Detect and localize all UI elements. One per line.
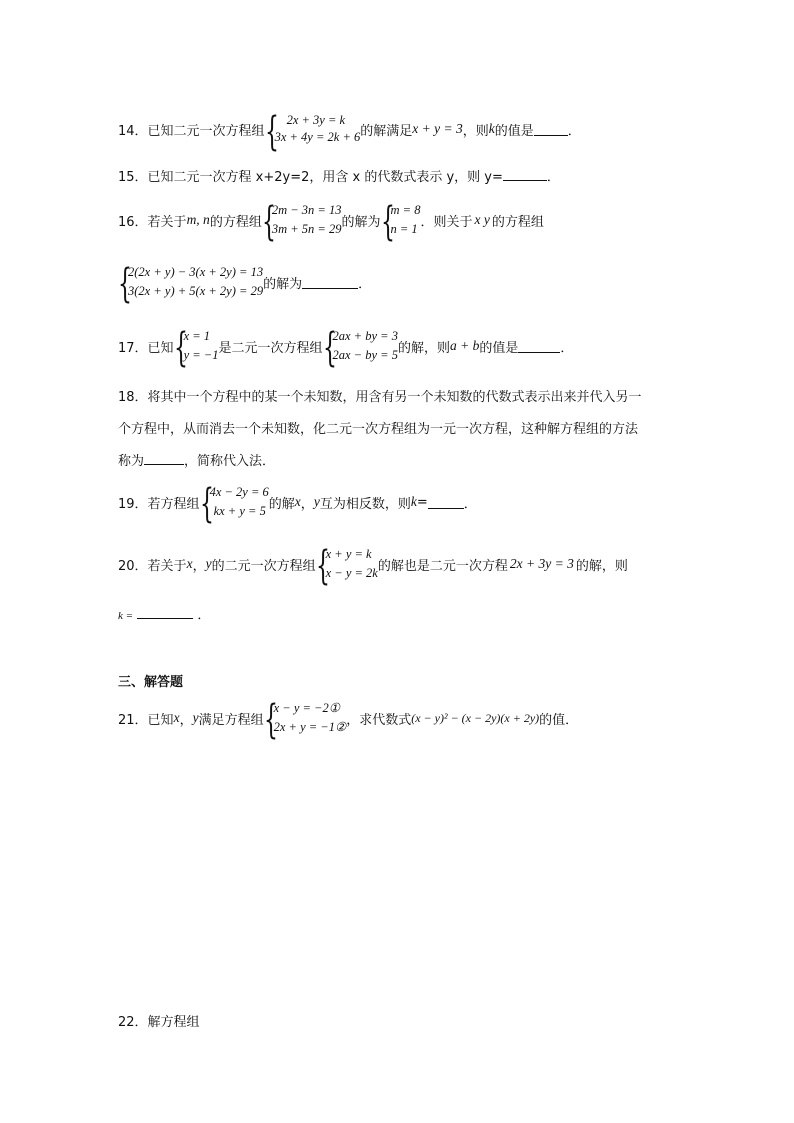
- q21-text-1: 已知: [147, 712, 174, 728]
- q19-text-5: =: [416, 494, 428, 510]
- q14-condition: x + y = 3: [412, 121, 463, 136]
- q21-text-3: 满足方程组: [198, 712, 264, 728]
- question-16: [118, 199, 544, 245]
- q14-eq1: 2x + 3y = k: [286, 113, 346, 127]
- q18-line-3b: ，简称代入法．: [184, 454, 276, 469]
- q21-var-y: y: [192, 710, 199, 725]
- q20-k: k =: [118, 610, 134, 622]
- q19-eq2: kx + y = 5: [213, 504, 266, 518]
- q14-equation-system: [264, 109, 361, 155]
- q19-var-k: k: [410, 494, 417, 509]
- q17-sol2: y = −1: [183, 348, 219, 362]
- q17-system: [322, 325, 398, 371]
- q16-system-2: [118, 261, 264, 307]
- q16-vars: m, n: [186, 212, 210, 227]
- q18-answer-blank[interactable]: [144, 452, 184, 465]
- q16-brace-3: {: [118, 261, 132, 307]
- q20-var-y: y: [205, 556, 212, 571]
- q16-text-5: 的方程组: [491, 214, 544, 230]
- q21-eq1: x − y = −2: [273, 701, 329, 715]
- q16-sol2: n = 1: [390, 222, 418, 236]
- q17-brace-2: {: [322, 325, 337, 371]
- q17-solution: [173, 325, 219, 371]
- q16-sol1: m = 8: [390, 203, 421, 217]
- q19-var-x: x: [294, 494, 301, 509]
- q19-brace: {: [199, 481, 214, 527]
- question-20: [118, 543, 628, 589]
- q19-text-3: ，: [300, 496, 314, 512]
- q16-number: 16．: [118, 214, 148, 230]
- q17-sol1: x = 1: [183, 329, 211, 343]
- q16-brace-2: {: [380, 199, 395, 245]
- q17-text-3: 的解，则: [397, 340, 450, 356]
- q16-eq1: 2m − 3n = 13: [271, 203, 342, 217]
- q16-text-1: 若关于: [147, 214, 187, 230]
- question-14: [118, 109, 581, 155]
- q19-answer-blank[interactable]: [428, 496, 464, 509]
- q21-var-x: x: [173, 710, 180, 725]
- q17-number: 17．: [118, 340, 148, 356]
- q20-eq2: x − y = 2k: [325, 566, 378, 580]
- question-18: [118, 382, 642, 478]
- question-15: [118, 166, 560, 185]
- q16-solution: [380, 199, 421, 245]
- q21-number: 21．: [118, 712, 148, 728]
- q16-end: ．: [358, 276, 372, 292]
- q21-text-4: ，求代数式: [346, 712, 412, 728]
- q21-brace: {: [263, 697, 278, 743]
- q19-text-1: 若方程组: [147, 496, 200, 512]
- question-17: [118, 325, 574, 371]
- q21-circle-1: ①: [328, 701, 340, 715]
- q16-brace-1: {: [261, 199, 276, 245]
- q19-number: 19．: [118, 496, 148, 512]
- q20-text-3: 的二元一次方程组: [211, 558, 316, 574]
- q17-expr: a + b: [449, 338, 480, 353]
- q17-eq1: 2ax + by = 3: [332, 329, 398, 343]
- q17-brace-1: {: [173, 325, 188, 371]
- q20-eq1: x + y = k: [325, 547, 372, 561]
- q14-var: k: [488, 121, 495, 136]
- q16-eq2: 3m + 5n = 29: [271, 222, 342, 236]
- q14-text-1: 已知二元一次方程组: [147, 123, 265, 139]
- q17-text-1: 已知: [147, 340, 174, 356]
- q15-text: 15．已知二元一次方程 x+2y=2，用含 x 的代数式表示 y，则 y=: [118, 170, 503, 185]
- q20-system: [315, 543, 378, 589]
- q16-eq3: 2(2x + y) − 3(x + 2y) = 13: [128, 265, 264, 279]
- q20-end: ．: [197, 608, 211, 623]
- q19-system: [199, 481, 269, 527]
- q16-text-2: 的方程组: [209, 214, 262, 230]
- q18-line-3: [118, 446, 642, 478]
- q20-text-5: 的解，则: [575, 558, 628, 574]
- q14-brace: {: [264, 109, 279, 155]
- q17-answer-blank[interactable]: [518, 340, 560, 353]
- q16-text-4: ．则关于: [420, 214, 473, 230]
- q14-answer-blank[interactable]: [534, 123, 568, 136]
- q20-brace: {: [315, 543, 330, 589]
- q17-text-4: 的值是: [479, 340, 519, 356]
- q20-number: 20．: [118, 558, 148, 574]
- q16-system-1: [261, 199, 342, 245]
- q21-text-5: 的值．: [539, 712, 579, 728]
- q19-text-2: 的解: [268, 496, 295, 512]
- q17-eq2: 2ax − by = 5: [332, 348, 398, 362]
- q19-end: ．: [463, 496, 477, 512]
- q20-eq3: 2x + 3y = 3: [509, 556, 574, 571]
- q16-eq4: 3(2x + y) + 5(x + 2y) = 29: [128, 284, 264, 298]
- q18-line-1: 18．将其中一个方程中的某一个未知数，用含有另一个未知数的代数式表示出来并代入另一: [118, 390, 642, 405]
- q20-text-1: 若关于: [147, 558, 187, 574]
- q17-end: ．: [560, 340, 574, 356]
- q15-end: ．: [546, 170, 560, 185]
- q19-eq1: 4x − 2y = 6: [209, 485, 269, 499]
- q16-text-6: 的解为: [263, 276, 303, 292]
- q21-text-2: ，: [179, 712, 193, 728]
- q20-var-x: x: [186, 556, 193, 571]
- q21-eq2: 2x + y = −1: [273, 720, 335, 734]
- q19-text-4: 互为相反数，则: [319, 496, 411, 512]
- q14-end: ．: [567, 123, 581, 139]
- q14-text-3: ，则: [462, 123, 489, 139]
- question-20-cont: [118, 604, 210, 623]
- question-19: [118, 481, 477, 527]
- question-21: [118, 697, 579, 743]
- q20-text-2: ，: [192, 558, 206, 574]
- q21-expr: (x − y)² − (x − 2y)(x + 2y): [411, 710, 540, 725]
- q18-line-2: 个方程中，从而消去一个未知数，化二元一次方程组为一元一次方程，这种解方程组的方法: [118, 422, 639, 437]
- question-22: 22．解方程组: [118, 1015, 200, 1030]
- section-3-title: 三、解答题: [118, 675, 184, 690]
- q14-text-4: 的值是: [494, 123, 534, 139]
- q18-line-3a: 称为: [118, 454, 145, 469]
- q15-answer-blank[interactable]: [503, 168, 547, 181]
- q16-text-3: 的解为: [341, 214, 381, 230]
- q14-eq2: 3x + 4y = 2k + 6: [274, 130, 361, 144]
- q19-var-y: y: [313, 494, 320, 509]
- q16-answer-blank[interactable]: [302, 276, 358, 289]
- q17-text-2: 是二元一次方程组: [218, 340, 323, 356]
- q14-number: 14．: [118, 123, 148, 139]
- q21-system: [263, 697, 347, 743]
- q21-circle-2: ②: [335, 720, 347, 734]
- q20-answer-blank[interactable]: [137, 606, 193, 619]
- q14-text-2: 的解满足: [360, 123, 413, 139]
- q16-vars-2: x y: [474, 212, 490, 227]
- question-16-cont: [118, 261, 372, 307]
- q20-text-4: 的解也是二元一次方程: [377, 558, 508, 574]
